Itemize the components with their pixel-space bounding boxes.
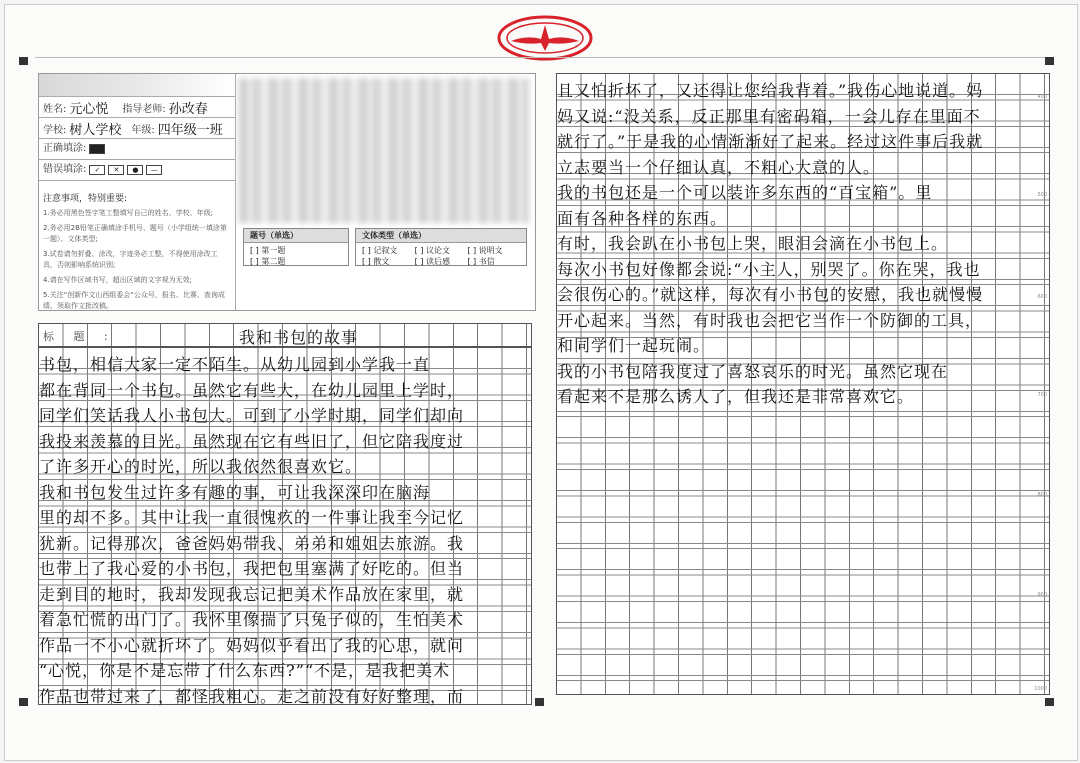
right-writing-grid bbox=[556, 73, 1050, 695]
right-line-8: 每次小书包好像都会说:“小主人，别哭了。你在哭，我也 bbox=[557, 260, 981, 279]
word-count-mark: 900 bbox=[1037, 592, 1047, 598]
left-line-13: “心悦，你是不是忘带了什么东西?”“不是，是我把美术 bbox=[39, 661, 451, 680]
redacted-field bbox=[39, 74, 235, 97]
left-line-6: 我和书包发生过许多有趣的事，可让我深深印在脑海 bbox=[39, 483, 431, 502]
right-line-7: 有时，我会趴在小书包上哭，眼泪会滴在小书包上。 bbox=[557, 234, 949, 253]
genre-option-narrative[interactable]: [ ] 记叙文 bbox=[362, 246, 398, 255]
note-1: 1.务必用黑色签字笔工整填写自己的姓名、学校、年级; bbox=[43, 209, 214, 217]
left-line-11: 着急忙慌的出门了。我怀里像揣了只兔子似的，生怕美术 bbox=[39, 610, 465, 629]
corner-mark bbox=[1045, 698, 1054, 706]
note-2: 2.务必用2B铅笔正确填涂手机号、题号（小学组统一填涂第一题）、文体类型; bbox=[43, 224, 227, 243]
right-line-4: 立志要当一个仔细认真，不粗心大意的人。 bbox=[557, 158, 881, 177]
note-3: 3.试卷请勿折叠、涂改，字迹务必工整，不得使用涂改工具，否则影响系统识别; bbox=[43, 250, 218, 269]
genre-option-expository[interactable]: [ ] 说明文 bbox=[467, 246, 503, 255]
right-line-12: 我的小书包陪我度过了喜怒哀乐的时光。虽然它现在 bbox=[557, 362, 949, 381]
left-line-5: 了许多开心的时光，所以我依然很喜欢它。 bbox=[39, 457, 363, 476]
right-line-11: 和同学们一起玩闹。 bbox=[557, 336, 711, 355]
cross-mark-icon: ✕ bbox=[108, 165, 124, 175]
word-count-mark: 500 bbox=[1037, 192, 1047, 198]
correct-fill-row bbox=[39, 139, 235, 160]
title-row-grid bbox=[38, 323, 532, 347]
note-5: 5.关注“创新作文山西组委会”公众号，报名、比赛、查询成绩、领取作文批改稿。 bbox=[43, 291, 225, 310]
genre-option-reflection[interactable]: [ ] 读后感 bbox=[414, 257, 450, 266]
header-rule bbox=[35, 57, 1047, 58]
left-line-10: 走到目的地时，我却发现我忘记把美术作品放在家里，就 bbox=[39, 585, 465, 604]
right-line-2: 妈又说:“没关系，反正那里有密码箱，一会儿存在里面不 bbox=[557, 107, 981, 126]
essay-title: 我和书包的故事 bbox=[239, 328, 359, 347]
line-mark-icon: — bbox=[146, 165, 162, 175]
right-line-9: 会很伤心的。”就这样，每次有小书包的安慰，我也就慢慢 bbox=[557, 285, 984, 304]
right-line-6: 面有各种各样的东西。 bbox=[557, 209, 728, 228]
left-line-3: 同学们笑话我人小书包大。可到了小学时期，同学们却向 bbox=[39, 406, 465, 425]
note-4: 4.请在写作区域书写，超出区域的文字视为无效; bbox=[43, 276, 193, 284]
left-line-9: 也带上了我心爱的小书包，我把包里塞满了好吃的。但当 bbox=[39, 559, 465, 578]
genre-option-letter[interactable]: [ ] 书信 bbox=[467, 257, 495, 266]
wrong-fill-label: 错误填涂: bbox=[43, 164, 87, 175]
word-count-mark: 400 bbox=[1037, 94, 1047, 100]
right-line-10: 开心起来。当然，有时我也会把它当作一个防御的工具， bbox=[557, 311, 983, 330]
name-value: 元心悦 bbox=[69, 101, 109, 117]
wrong-fill-row bbox=[39, 160, 235, 181]
filled-mark-icon bbox=[89, 144, 105, 154]
corner-mark bbox=[535, 698, 544, 706]
left-line-7: 里的却不多。其中让我一直很愧疚的一件事让我至今记忆 bbox=[39, 508, 465, 527]
genre-box bbox=[355, 228, 527, 266]
contest-logo bbox=[497, 15, 593, 61]
correct-fill-label: 正确填涂: bbox=[43, 143, 87, 154]
corner-mark bbox=[19, 57, 28, 65]
question-number-header: 题号（单选） bbox=[244, 229, 348, 243]
genre-option-argument[interactable]: [ ] 议论文 bbox=[414, 246, 450, 255]
teacher-value: 孙改春 bbox=[168, 101, 208, 117]
right-line-3: 就行了。”于是我的心情渐渐好了起来。经过这件事后我就 bbox=[557, 132, 984, 151]
left-line-1: 书包，相信大家一定不陌生。从幼儿园到小学我一直 bbox=[39, 355, 431, 374]
question-option-1[interactable]: [ ] 第一题 bbox=[250, 246, 286, 255]
redacted-code-area bbox=[239, 78, 529, 223]
school-value: 树人学校 bbox=[69, 122, 122, 138]
school-label: 学校: bbox=[43, 124, 67, 136]
dot-mark-icon: ● bbox=[127, 165, 143, 175]
answer-sheet bbox=[4, 4, 1078, 761]
school-row bbox=[39, 118, 235, 139]
student-info bbox=[39, 74, 236, 310]
question-option-2[interactable]: [ ] 第二题 bbox=[250, 257, 286, 266]
corner-mark bbox=[19, 698, 28, 706]
grade-label: 年级: bbox=[131, 124, 155, 136]
teacher-label: 指导老师: bbox=[122, 103, 166, 115]
check-mark-icon: ✓ bbox=[89, 165, 105, 175]
word-count-mark: 700 bbox=[1037, 392, 1047, 398]
corner-mark bbox=[1045, 57, 1054, 65]
right-line-1: 且又怕折坏了，又还得让您给我背着。”我伤心地说道。妈 bbox=[557, 81, 984, 100]
info-panel bbox=[38, 73, 536, 311]
right-line-5: 我的书包还是一个可以装许多东西的“百宝箱”。里 bbox=[557, 183, 933, 202]
genre-header: 文体类型（单选） bbox=[356, 229, 526, 243]
word-count-mark: 1000 bbox=[1034, 686, 1047, 692]
left-line-14: 作品也带过来了，都怪我粗心。走之前没有好好整理，而 bbox=[39, 687, 465, 706]
left-line-2: 都在背同一个书包。虽然它有些大，在幼儿园里上学时， bbox=[39, 381, 465, 400]
name-row bbox=[39, 97, 235, 118]
title-label: 标 题 : bbox=[43, 330, 116, 343]
name-label: 姓名: bbox=[43, 103, 67, 115]
left-writing-grid bbox=[38, 347, 532, 705]
question-number-box bbox=[243, 228, 349, 266]
notes-title: 注意事项，特别重要: bbox=[43, 194, 128, 204]
left-line-8: 犹新。记得那次，爸爸妈妈带我、弟弟和姐姐去旅游。我 bbox=[39, 534, 465, 553]
grade-value: 四年级一班 bbox=[157, 122, 223, 138]
word-count-mark: 800 bbox=[1037, 492, 1047, 498]
left-line-12: 作品一不小心就折坏了。妈妈似乎看出了我的心思，就问 bbox=[39, 636, 465, 655]
word-count-mark: 600 bbox=[1037, 294, 1047, 300]
right-line-13: 看起来不是那么诱人了，但我还是非常喜欢它。 bbox=[557, 387, 915, 406]
genre-option-prose[interactable]: [ ] 散文 bbox=[362, 257, 390, 266]
left-line-4: 我投来羡慕的目光。虽然现在它有些旧了，但它陪我度过 bbox=[39, 432, 465, 451]
